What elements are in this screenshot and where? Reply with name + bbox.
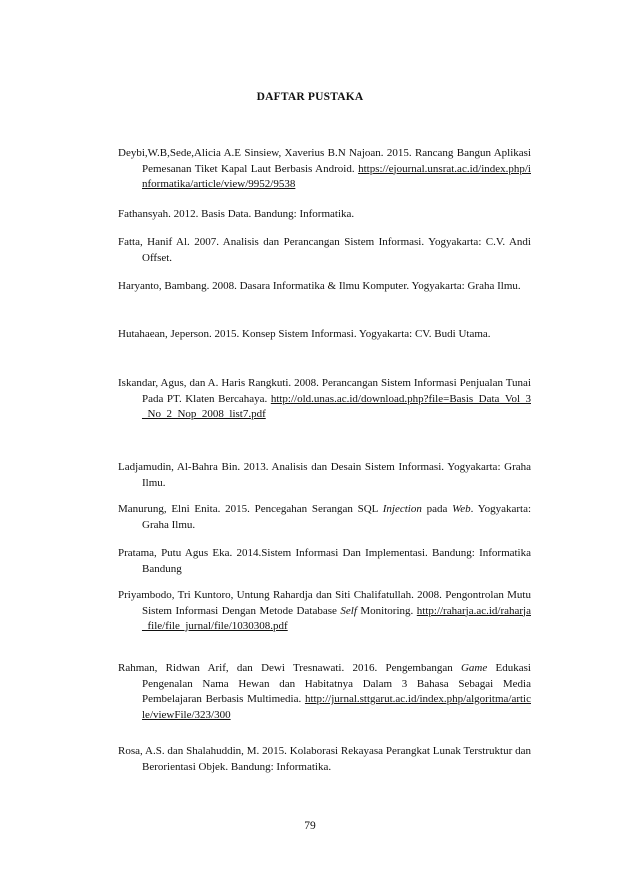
reference-text: Fatta, Hanif Al. 2007. Analisis dan Perancangan Sistem Informasi. Yogyakarta: C.V. Andi Offset. — [118, 236, 531, 264]
reference-text: Edukasi Pengenalan Nama Hewan dan Habitatnya Dalam 3 Bahasa Sebagai Media Pembelajaran Berbasis Multimedia. — [142, 662, 531, 705]
reference-item — [118, 460, 531, 491]
page-number: 79 — [304, 820, 316, 832]
reference-item — [118, 546, 531, 577]
reference-text: . Yogyakarta: Graha Ilmu. — [142, 503, 532, 531]
reference-emphasis: Game — [460, 662, 488, 674]
reference-link[interactable]: https://ejournal.unsrat.ac.id/index.php/informatika/article/view/9952/9538 — [142, 162, 531, 190]
reference-text: Pratama, Putu Agus Eka. 2014.Sistem Informasi Dan Implementasi. Bandung: Informatika Bandung — [118, 547, 531, 575]
reference-item — [118, 376, 531, 423]
reference-item — [118, 744, 531, 775]
reference-text: Haryanto, Bambang. 2008. Dasara Informatika & Ilmu Komputer. Yogyakarta: Graha Ilmu. — [118, 280, 521, 292]
reference-emphasis: Injection — [382, 503, 422, 515]
reference-item — [118, 327, 531, 343]
reference-text: Ladjamudin, Al-Bahra Bin. 2013. Analisis dan Desain Sistem Informasi. Yogyakarta: Graha Ilmu. — [118, 461, 531, 489]
reference-item — [118, 502, 531, 533]
reference-text: Priyambodo, Tri Kuntoro, Untung Rahardja dan Siti Chalifatullah. 2008. Pengontrolan Mutu Sistem Informasi Dengan Metode Database — [118, 589, 531, 617]
reference-link[interactable]: http://old.unas.ac.id/download.php?file=Basis_Data_Vol_3_No_2_Nop_2008_list7.pdf — [142, 392, 531, 420]
page-title: DAFTAR PUSTAKA — [256, 91, 364, 103]
reference-item — [118, 146, 531, 193]
reference-text: Iskandar, Agus, dan A. Haris Rangkuti. 2008. Perancangan Sistem Informasi Penjualan Tunai Pada PT. Klaten Bercahaya. — [118, 377, 531, 405]
reference-emphasis: Web — [452, 503, 471, 515]
reference-item — [118, 279, 531, 295]
reference-item — [118, 588, 531, 635]
reference-link[interactable]: http://raharja.ac.id/raharja_file/file_jurnal/file/1030308.pdf — [142, 604, 531, 632]
reference-link[interactable]: http://jurnal.sttgarut.ac.id/index.php/algoritma/article/viewFile/323/300 — [142, 693, 531, 721]
reference-text: Rahman, Ridwan Arif, dan Dewi Tresnawati. 2016. Pengembangan — [118, 662, 461, 674]
reference-text: Rosa, A.S. dan Shalahuddin, M. 2015. Kolaborasi Rekayasa Perangkat Lunak Terstruktur dan Berorientasi Objek. Bandung: Informatika. — [118, 745, 531, 773]
reference-text: Fathansyah. 2012. Basis Data. Bandung: Informatika. — [118, 208, 355, 220]
reference-item — [118, 207, 531, 223]
reference-item — [118, 661, 531, 723]
reference-text: pada — [421, 503, 453, 515]
reference-item — [118, 235, 531, 266]
reference-text: Deybi,W.B,Sede,Alicia A.E Sinsiew, Xaverius B.N Najoan. 2015. Rancang Bangun Aplikasi Pemesanan Tiket Kapal Laut Berbasis Android. — [118, 147, 531, 175]
reference-emphasis: Self — [340, 604, 357, 617]
reference-text: Monitoring. — [356, 604, 414, 617]
reference-text: Manurung, Elni Enita. 2015. Pencegahan Serangan SQL — [118, 503, 383, 515]
reference-text: Hutahaean, Jeperson. 2015. Konsep Sistem Informasi. Yogyakarta: CV. Budi Utama. — [118, 328, 491, 340]
